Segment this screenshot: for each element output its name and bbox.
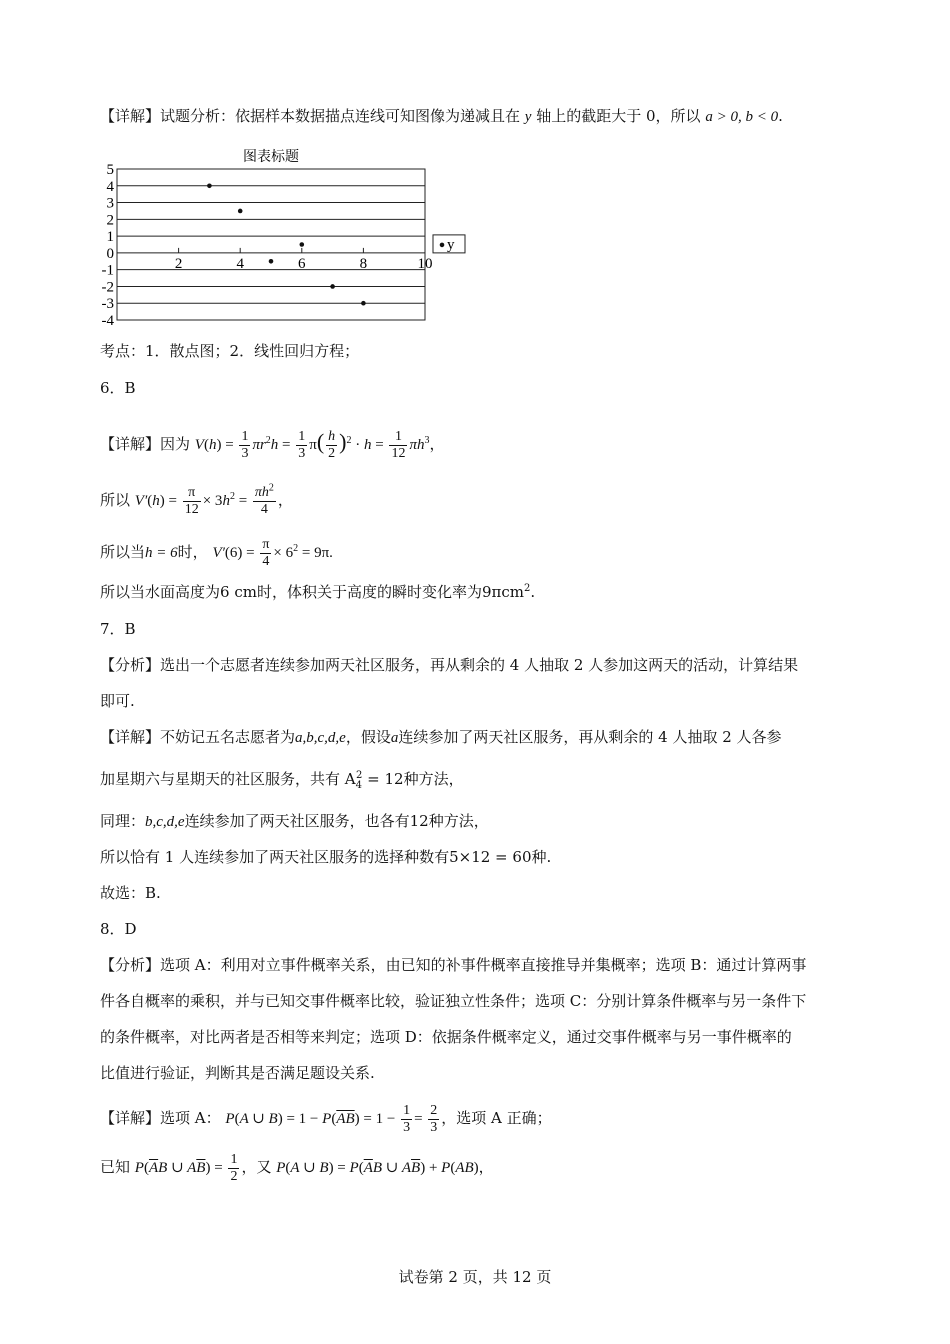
q7-detail-line-4: 所以恰有 1 人连续参加了两天社区服务的选择种数有5×12 = 60种. — [100, 848, 552, 866]
analysis-line: 【详解】试题分析：依据样本数据描点连线可知图像为递减且在 y 轴上的截距大于 0，所以 a > 0, b < 0. — [100, 107, 783, 125]
data-point — [269, 259, 274, 264]
q8-analysis-line-3: 的条件概率，对比两者是否相等来判定；选项 D：依据条件概率定义，通过交事件概率与另一事件概率的 — [100, 1028, 792, 1046]
q7-detail-line-2: 加星期六与星期天的社区服务，共有 $A_4^2 = 12$种方法， — [100, 770, 464, 791]
y-tick-label: 5 — [106, 162, 114, 178]
q8-detail-line-2: 已知 $P(\overline{A}B$ ∪ $A\overline{B}$) = $\frac{1}{2}$ ，又 P(A ∪ $B) = P(\overline{A}B$ ∪ $A\overline{B}) + P(AB)$， — [100, 1152, 494, 1185]
legend-label: y — [447, 236, 455, 253]
q7-detail-line-1: 【详解】不妨记五名志愿者为a,b,c,d,e，假设a连续参加了两天社区服务，再从剩余的 4 人抽取 2 人各参 — [100, 728, 782, 746]
chart-title: 图表标题 — [243, 149, 299, 165]
y-tick-label: 1 — [106, 229, 114, 246]
y-tick-label: -2 — [101, 279, 114, 296]
y-tick-label: 2 — [106, 212, 114, 229]
volume-formula: V(h) = $\frac{1}{3}$ $\pi r^2h$ = $\frac{1}{3}$ π( $\frac{h}{2}$ )$^2$ · h = $\frac{1}{12}$ $\pi h^3$ — [194, 429, 430, 462]
derivative-formula: V′(h) = $\frac{\pi}{12}$ × $3h^2$ = $\frac{\pi h^2}{4}$ — [134, 482, 274, 518]
q7-choice-line: 故选：B. — [100, 884, 161, 902]
q6-detail-line-4: 所以当水面高度为6 cm时，体积关于高度的瞬时变化率为9πcm$^2$. — [100, 583, 536, 601]
x-tick-label: 6 — [298, 255, 306, 272]
question-7-answer: 7．B — [100, 620, 136, 638]
q8-analysis-line-2: 件各自概率的乘积，并与已知交事件概率比较，验证独立性条件；选项 C：分别计算条件概率与另一条件下 — [100, 992, 807, 1010]
y-tick-label: 3 — [106, 195, 114, 212]
y-tick-label: -3 — [101, 296, 114, 313]
data-point — [361, 301, 366, 306]
x-tick-label: 8 — [359, 255, 368, 272]
data-point — [330, 284, 335, 289]
q8-detail-line-1: 【详解】选项 A： P(A ∪ $B) = 1 - P(\overline{AB}) = 1$ − $\frac{1}{3}$ = $\frac{2}{3}$ ，选项 A 正确； — [100, 1103, 552, 1136]
y-tick-label: 4 — [106, 178, 114, 195]
q7-analysis-line-2: 即可. — [100, 692, 135, 710]
derivative-value: V′(6) = $\frac{\pi}{4}$ × $6^2 = 9\pi$. — [212, 537, 333, 570]
scatter-chart — [95, 145, 475, 330]
y-tick-label: 0 — [106, 245, 114, 262]
plot-area-border — [117, 169, 425, 320]
question-6-answer: 6．B — [100, 379, 136, 397]
q7-analysis-line-1: 【分析】选出一个志愿者连续参加两天社区服务，再从剩余的 4 人抽取 2 人参加这两天的活动，计算结果 — [100, 656, 799, 674]
given-probability: $P(\overline{A}B$ ∪ $A\overline{B}$) = $\frac{1}{2}$ — [134, 1152, 238, 1185]
rate-result: 9πcm — [481, 583, 524, 601]
condition-expression: a > 0, b < 0 — [705, 109, 779, 125]
data-point — [207, 183, 212, 188]
y-tick-label: -4 — [101, 313, 114, 329]
x-tick-label: 2 — [174, 255, 183, 272]
data-point — [238, 209, 243, 214]
q6-detail-line-1: 【详解】因为 V(h) = $\frac{1}{3}$ $\pi r^2h$ = $\frac{1}{3}$ π( $\frac{h}{2}$ )$^2$ · h = $\frac{1}{12}$ $\pi h^3$， — [100, 429, 445, 462]
arrangement-expression: $A_4^2$ — [344, 770, 363, 791]
question-8-answer: 8．D — [100, 920, 137, 938]
q7-detail-line-3: 同理：b,c,d,e连续参加了两天社区服务，也各有12种方法， — [100, 812, 489, 830]
q8-analysis-line-1: 【分析】选项 A：利用对立事件概率关系，由已知的补事件概率直接推导并集概率；选项 B：通过计算两事 — [100, 956, 807, 974]
q8-analysis-line-4: 比值进行验证，判断其是否满足题设关系. — [100, 1064, 375, 1082]
legend-marker — [440, 243, 445, 248]
page-footer: 试卷第 2 页，共 12 页 — [398, 1268, 552, 1286]
y-tick-label: -1 — [101, 262, 114, 279]
x-tick-label: 10 — [417, 255, 433, 272]
scatter-chart-svg — [95, 145, 475, 330]
data-point — [300, 242, 305, 247]
union-decomposition: P(A ∪ $B) = P(\overline{A}B$ ∪ $A\overline{B}) + P(AB)$ — [276, 1160, 479, 1176]
x-tick-label: 4 — [236, 255, 244, 272]
union-probability: P(A ∪ $B) = 1 - P(\overline{AB}) = 1$ − $\frac{1}{3}$ = $\frac{2}{3}$ — [225, 1103, 438, 1136]
exam-point-line: 考点：1．散点图；2．线性回归方程； — [100, 342, 360, 360]
q6-detail-line-2: 所以 V′(h) = $\frac{\pi}{12}$ × $3h^2$ = $\frac{\pi h^2}{4}$ ， — [100, 482, 293, 518]
q6-detail-line-3: 所以当h = 6时， V′(6) = $\frac{\pi}{4}$ × $6^2 = 9\pi$. — [100, 537, 333, 570]
